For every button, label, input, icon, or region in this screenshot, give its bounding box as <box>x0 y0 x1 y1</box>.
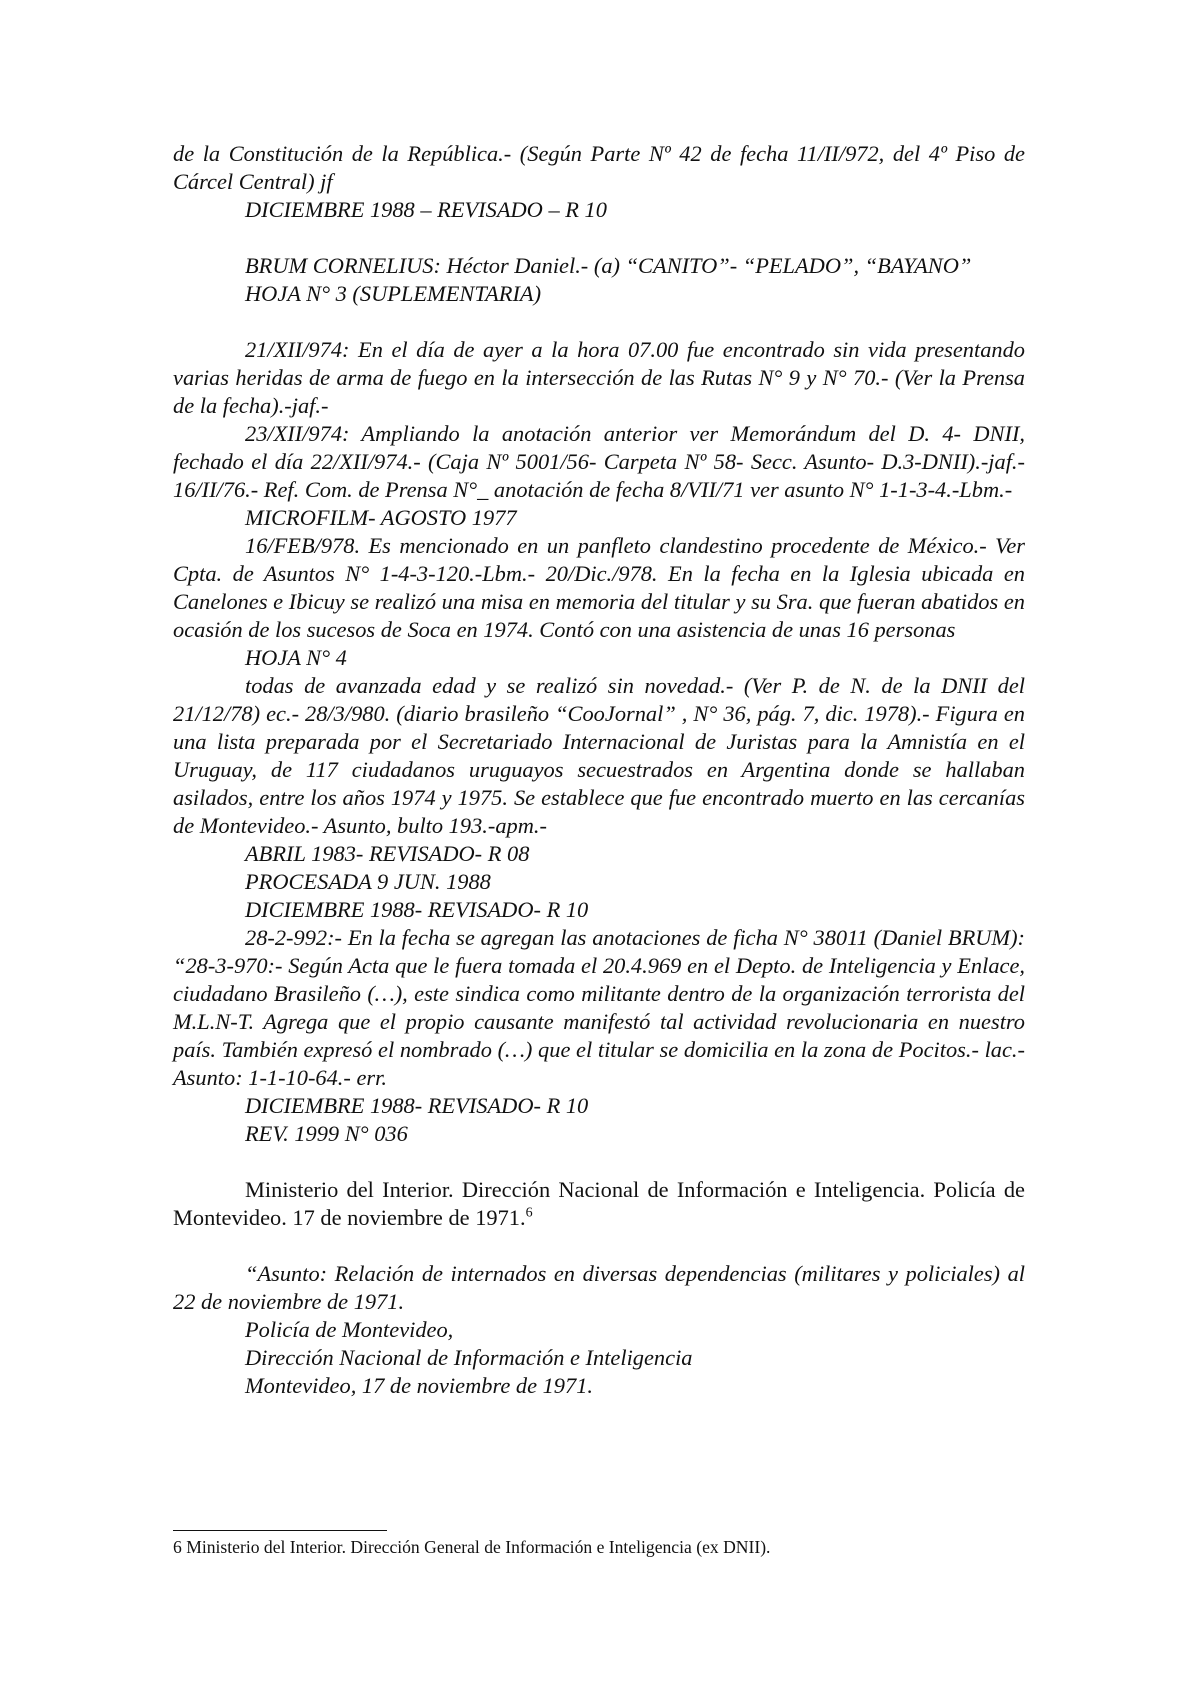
footnote: 6 Ministerio del Interior. Dirección General de Información e Inteligencia (ex DNII). <box>173 1537 771 1557</box>
sheet-heading: HOJA N° 3 (SUPLEMENTARIA) <box>245 281 542 306</box>
letterhead-line-1: Policía de Montevideo, <box>245 1317 454 1342</box>
ministry-text: Ministerio del Interior. Dirección Nacional de Información e Inteligencia. Policía de Montevideo. 17 de noviembre de 1971. <box>173 1177 1025 1230</box>
letterhead-line-2: Dirección Nacional de Información e Inteligencia <box>245 1345 693 1370</box>
entry-23-xii-974: 23/XII/974: Ampliando la anotación anterior ver Memorándum del D. 4- DNII, fechado el día 22/XII/974.- (Caja Nº 5001/56- Carpeta Nº 58- Secc. Asunto- D.3-DNII).-jaf.- 16/II/76.- Ref. Com. de Prensa N°_ anotación de fecha 8/VII/71 ver asunto N° 1-1-3-4.-Lbm.- <box>173 421 1025 502</box>
revision-note-1983: ABRIL 1983- REVISADO- R 08 <box>245 841 530 866</box>
footnote-ref[interactable]: 6 <box>525 1205 533 1221</box>
revision-note-1988-b: DICIEMBRE 1988- REVISADO- R 10 <box>245 1093 589 1118</box>
letterhead-date: Montevideo, 17 de noviembre de 1971. <box>245 1373 593 1398</box>
asunto-paragraph: “Asunto: Relación de internados en diversas dependencias (militares y policiales) al 22 de noviembre de 1971. <box>173 1261 1025 1314</box>
entry-continuation: todas de avanzada edad y se realizó sin novedad.- (Ver P. de N. de la DNII del 21/12/78) ec.- 28/3/980. (diario brasileño “CooJornal” , N° 36, pág. 7, dic. 1978).- Figura en una lista preparada por el Secretariado Internacional de Juristas para la Amnistía en el Uruguay, de 117 ciudadanos uruguayos secuestrados en Argentina donde se hallaban asilados, entre los años 1974 y 1975. Se establece que fue encontrado muerto en las cercanías de Montevideo.- Asunto, bulto 193.-apm.- <box>173 673 1025 838</box>
document-body <box>173 140 1025 1400</box>
paragraph-constitucion: de la Constitución de la República.- (Según Parte Nº 42 de fecha 11/II/972, del 4º Piso de Cárcel Central) jf <box>173 141 1025 194</box>
processed-note: PROCESADA 9 JUN. 1988 <box>245 869 491 894</box>
subject-name: BRUM CORNELIUS: Héctor Daniel.- (a) “CANITO”- “PELADO”, “BAYANO” <box>245 253 972 278</box>
footnote-divider <box>173 1530 387 1531</box>
rev-1999-note: REV. 1999 N° 036 <box>245 1121 408 1146</box>
entry-28-2-992: 28-2-992:- En la fecha se agregan las anotaciones de ficha N° 38011 (Daniel BRUM): “28-3-970:- Según Acta que le fuera tomada el 20.4.969 en el Depto. de Inteligencia y Enlace, ciudadano Brasileño (…), este sindica como militante dentro de la organización terrorista del M.L.N-T. Agrega que el propio causante manifestó tal actividad revolucionaria en nuestro país. También expresó el nombrado (…) que el titular se domicilia en la zona de Pocitos.- lac.- Asunto: 1-1-10-64.- err. <box>173 925 1025 1090</box>
entry-21-xii-974: 21/XII/974: En el día de ayer a la hora 07.00 fue encontrado sin vida presentando varias heridas de arma de fuego en la intersección de las Rutas N° 9 y N° 70.- (Ver la Prensa de la fecha).-jaf.- <box>173 337 1025 418</box>
microfilm-note: MICROFILM- AGOSTO 1977 <box>245 505 517 530</box>
revision-note: DICIEMBRE 1988 – REVISADO – R 10 <box>245 197 607 222</box>
entry-16-feb-978: 16/FEB/978. Es mencionado en un panfleto clandestino procedente de México.- Ver Cpta. de Asuntos N° 1-4-3-120.-Lbm.- 20/Dic./978. En la fecha en la Iglesia ubicada en Canelones e Ibicuy se realizó una misa en memoria del titular y su Sra. que fueran abatidos en ocasión de los sucesos de Soca en 1974. Contó con una asistencia de unas 16 personas <box>173 533 1025 642</box>
sheet-heading-4: HOJA N° 4 <box>245 645 347 670</box>
revision-note-1988: DICIEMBRE 1988- REVISADO- R 10 <box>245 897 589 922</box>
ministry-paragraph <box>173 1176 1025 1232</box>
